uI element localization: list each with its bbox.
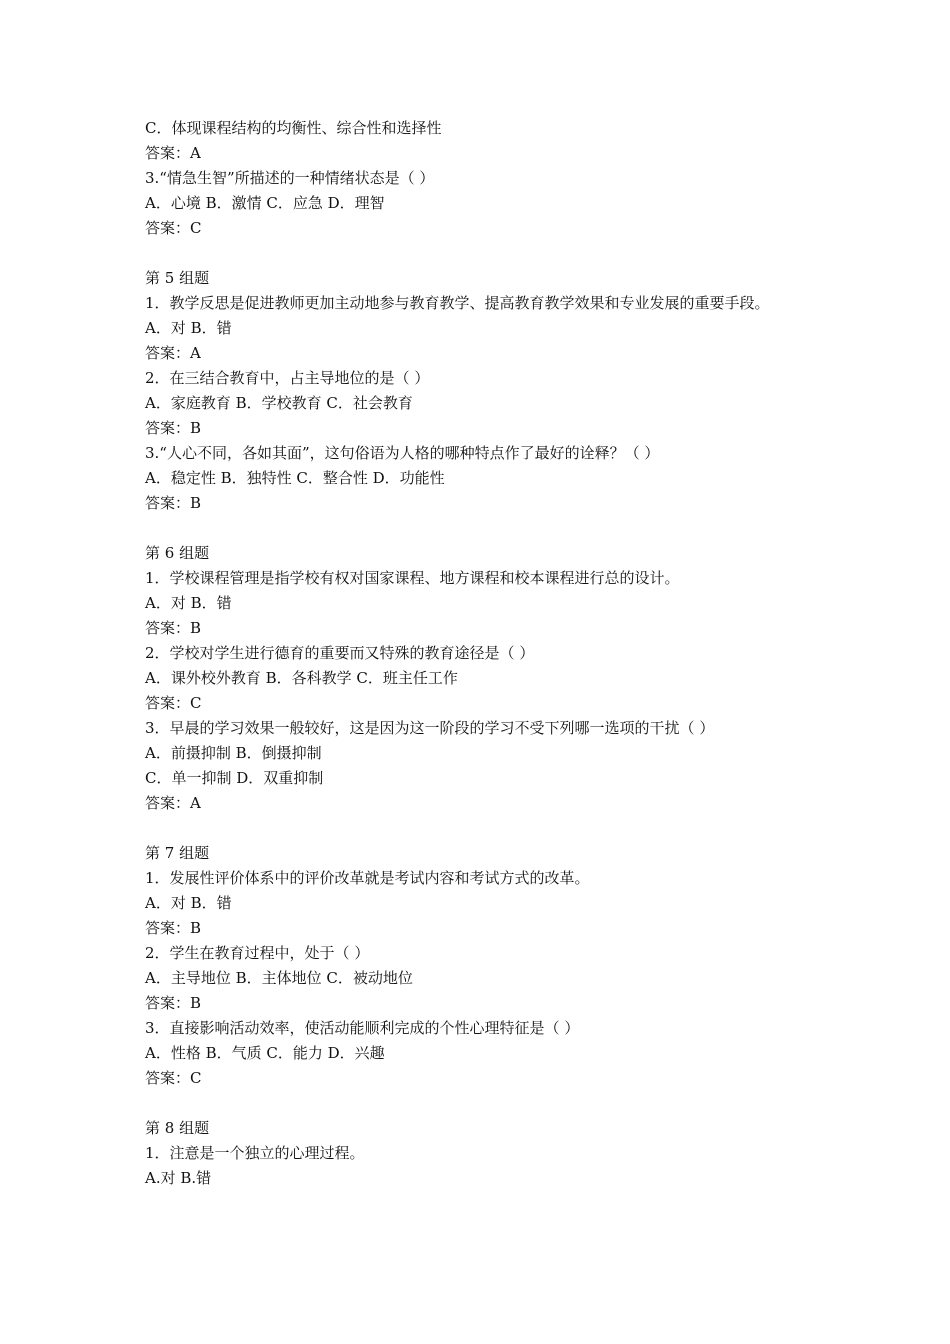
blank-line	[145, 516, 810, 541]
answer-line: 答案：B	[145, 994, 202, 1012]
question-line: 3.“人心不同，各如其面”，这句俗语为人格的哪种特点作了最好的诠释？（ ）	[145, 444, 660, 462]
question-line: 3.“情急生智”所描述的一种情绪状态是（ ）	[145, 169, 435, 187]
options-line: A．对 B．错	[145, 894, 232, 912]
options-line: C．单一抑制 D．双重抑制	[145, 769, 324, 787]
group-heading: 第 6 组题	[145, 544, 210, 562]
blank-line	[145, 1091, 810, 1116]
options-line: A．主导地位 B．主体地位 C．被动地位	[145, 969, 413, 987]
options-line: A．前摄抑制 B．倒摄抑制	[145, 744, 322, 762]
group-heading: 第 8 组题	[145, 1119, 210, 1137]
question-line: 2．学校对学生进行德育的重要而又特殊的教育途径是（ ）	[145, 644, 535, 662]
options-line: A．心境 B．激情 C．应急 D．理智	[145, 194, 385, 212]
answer-line: 答案：C	[145, 694, 202, 712]
question-line: 3．早晨的学习效果一般较好，这是因为这一阶段的学习不受下列哪一选项的干扰（ ）	[145, 719, 715, 737]
question-line: 1．发展性评价体系中的评价改革就是考试内容和考试方式的改革。	[145, 869, 590, 887]
options-line: A．课外校外教育 B．各科教学 C．班主任工作	[145, 669, 458, 687]
options-line: A．对 B．错	[145, 594, 232, 612]
question-line: 2．学生在教育过程中，处于（ ）	[145, 944, 370, 962]
options-line: A．性格 B．气质 C．能力 D．兴趣	[145, 1044, 385, 1062]
question-line: 1．注意是一个独立的心理过程。	[145, 1144, 365, 1162]
answer-line: 答案：C	[145, 219, 202, 237]
question-line: 3．直接影响活动效率，使活动能顺利完成的个性心理特征是（ ）	[145, 1019, 580, 1037]
group-heading: 第 5 组题	[145, 269, 210, 287]
document-text-body	[145, 116, 810, 1191]
answer-line: 答案：B	[145, 919, 202, 937]
answer-line: 答案：B	[145, 619, 202, 637]
blank-line	[145, 816, 810, 841]
options-line: A．稳定性 B．独特性 C．整合性 D．功能性	[145, 469, 445, 487]
options-line: C．体现课程结构的均衡性、综合性和选择性	[145, 119, 442, 137]
group-heading: 第 7 组题	[145, 844, 210, 862]
answer-line: 答案：A	[145, 144, 201, 162]
answer-line: 答案：B	[145, 494, 202, 512]
answer-line: 答案：A	[145, 794, 201, 812]
question-line: 1．学校课程管理是指学校有权对国家课程、地方课程和校本课程进行总的设计。	[145, 569, 680, 587]
answer-line: 答案：C	[145, 1069, 202, 1087]
answer-line: 答案：A	[145, 344, 201, 362]
options-line: A．家庭教育 B．学校教育 C．社会教育	[145, 394, 413, 412]
options-line: A.对 B.错	[145, 1169, 212, 1187]
question-line: 2．在三结合教育中，占主导地位的是（ ）	[145, 369, 430, 387]
blank-line	[145, 241, 810, 266]
options-line: A．对 B．错	[145, 319, 232, 337]
question-line: 1．教学反思是促进教师更加主动地参与教育教学、提高教育教学效果和专业发展的重要手段。	[145, 294, 770, 312]
answer-line: 答案：B	[145, 419, 202, 437]
